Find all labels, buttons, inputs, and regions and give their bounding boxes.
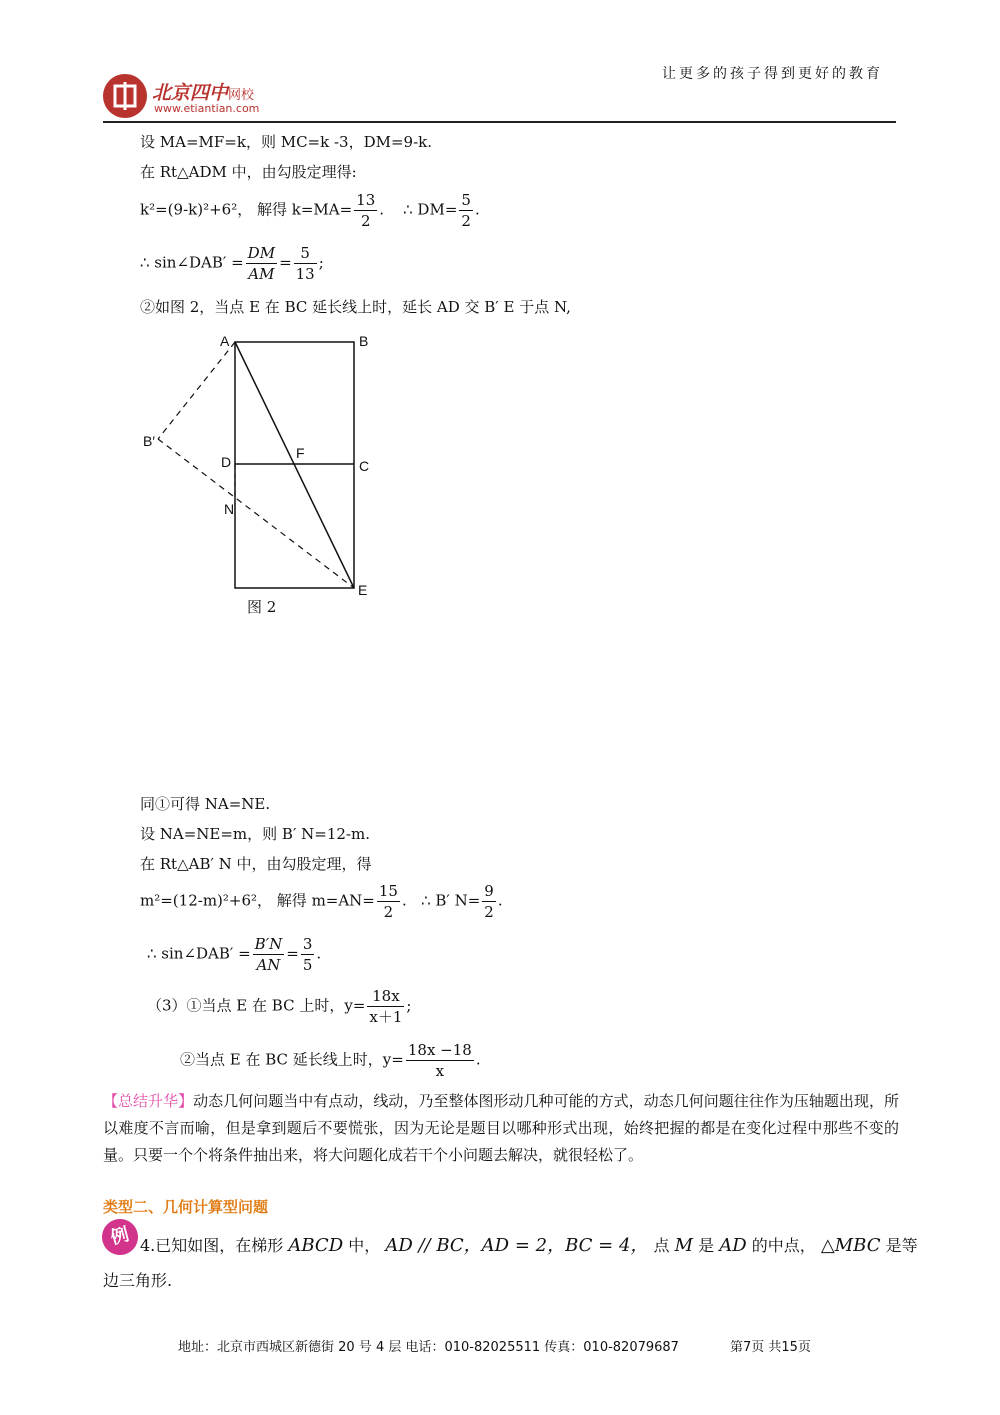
- text-line-6: 同①可得 NA=NE.: [140, 795, 271, 813]
- text-line-7: 设 NA=NE=m，则 B′ N=12-m.: [140, 825, 370, 843]
- fraction-5-13: $\frac{5}{13}$: [295, 244, 315, 283]
- dashed-b-prime-e: [158, 439, 354, 588]
- equation-line-9: m²=(12-m)²+6²， 解得 m=AN= $\frac{15}{2}$ . ∴ B′ N= $\frac{9}{2}$ .: [140, 882, 503, 921]
- footer-address: 地址：北京市西城区新德街 20 号 4 层 电话：010-82025511 传真：010-82079687: [178, 1340, 679, 1355]
- fraction-5-2: $\frac{5}{2}$: [461, 191, 471, 230]
- fraction-3-5: $\frac{3}{5}$: [302, 935, 313, 974]
- fraction-9-2: $\frac{9}{2}$: [484, 882, 494, 921]
- fraction-15-2: $\frac{15}{2}$: [378, 882, 398, 921]
- text-line-5: ②如图 2，当点 E 在 BC 延长线上时，延长 AD 交 B′ E 于点 N,: [140, 298, 571, 316]
- logo-name: 北京四中网校: [152, 82, 255, 104]
- label-b: B: [359, 333, 369, 349]
- text-line-1: 设 MA=MF=k，则 MC=k -3，DM=9-k.: [140, 133, 433, 151]
- label-b-prime: B′: [143, 433, 155, 449]
- example-badge: 例: [98, 1215, 142, 1259]
- figure-2: [130, 325, 390, 625]
- header-slogan: 让更多的孩子得到更好的教育: [662, 66, 883, 82]
- section-title: 类型二、几何计算型问题: [103, 1198, 269, 1216]
- fraction-13-2: $\frac{13}{2}$: [356, 191, 376, 230]
- label-a: A: [220, 333, 230, 349]
- label-c: C: [359, 458, 370, 474]
- fraction-18x-minus-18-over-x: $\frac{18x -18}{x}$: [407, 1041, 472, 1080]
- logo-emblem-icon: [103, 74, 147, 118]
- logo-emblem: [103, 74, 147, 118]
- header-rule: [103, 121, 896, 123]
- question-line-2: 边三角形.: [103, 1271, 173, 1290]
- label-e: E: [358, 582, 368, 598]
- diagonal-ae: [235, 342, 354, 588]
- fraction-18x-over-x-plus-1: $\frac{18x}{x+1}$: [369, 987, 403, 1026]
- footer-page-number: 第7页 共15页: [730, 1340, 811, 1355]
- text-line-8: 在 Rt△AB′ N 中，由勾股定理，得: [140, 855, 372, 873]
- label-n: N: [224, 501, 235, 517]
- logo-url: www.etiantian.com: [154, 102, 260, 115]
- summary-text: 动态几何问题当中有点动，线动，乃至整体图形动几种可能的方式，动态几何问题往往作为压轴题出现，所以难度不言而喻，但是拿到题后不要慌张，因为无论是题目以哪种形式出现，始终把握的都是在变化过程中那些不变的量。只要一个个将条件抽出来，将大问题化成若干个小问题去解决，就很轻松了。: [103, 1092, 899, 1164]
- question-line-1: 4.已知如图，在梯形 ABCD 中， AD // BC，AD = 2，BC = 4， 点 M 是 AD 的中点， △MBC 是等: [140, 1235, 918, 1256]
- equation-line-4: ∴ sin∠DAB′ = $\frac{DM}{AM}$ = $\frac{5}{13}$ ;: [140, 244, 324, 283]
- fraction-bn-an: $\frac{B'N}{AN}$: [254, 935, 283, 974]
- summary-tag: 【总结升华】: [103, 1092, 194, 1110]
- equation-line-10: ∴ sin∠DAB′ = $\frac{B'N}{AN}$ = $\frac{3}{5}$ .: [147, 935, 322, 974]
- text-line-2: 在 Rt△ADM 中，由勾股定理得:: [140, 163, 357, 181]
- label-d: D: [221, 454, 232, 470]
- equation-line-12: ②当点 E 在 BC 延长线上时，y= $\frac{18x -18}{x}$ .: [180, 1041, 481, 1080]
- summary-paragraph: [103, 1088, 899, 1169]
- figure-caption: 图 2: [247, 598, 277, 616]
- dashed-ab-prime: [158, 342, 235, 439]
- equation-line-3: k²=(9-k)²+6²， 解得 k=MA= $\frac{13}{2}$ . ∴ DM= $\frac{5}{2}$ .: [140, 191, 480, 230]
- equation-line-11: （3）①当点 E 在 BC 上时，y= $\frac{18x}{x+1}$ ;: [147, 987, 412, 1026]
- fraction-dm-am: $\frac{DM}{AM}$: [247, 244, 276, 283]
- label-f: F: [296, 445, 305, 461]
